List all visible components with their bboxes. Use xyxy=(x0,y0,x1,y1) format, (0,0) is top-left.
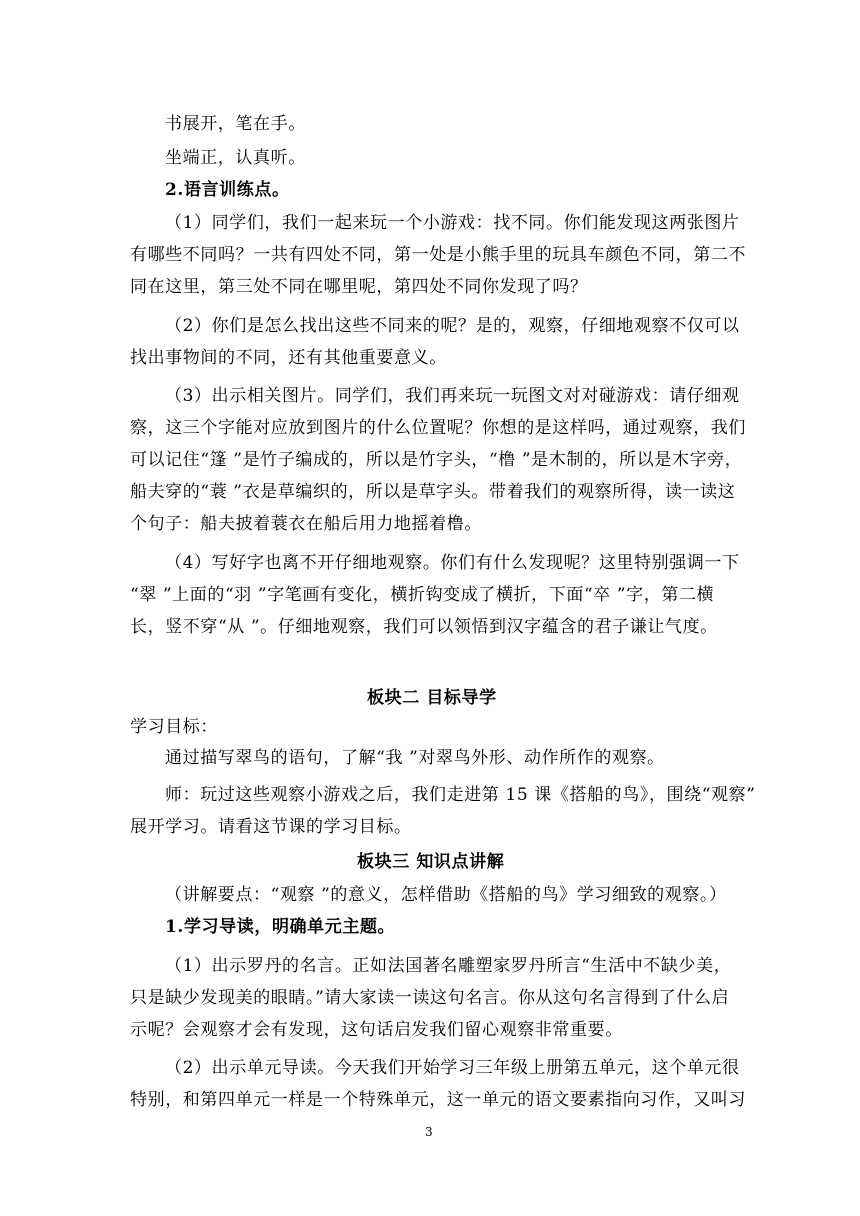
paragraph-line: 船夫穿的“蓑 ”衣是草编织的，所以是草字头。带着我们的观察所得，读一读这 xyxy=(130,482,736,502)
paragraph-line: 察，这三个字能对应放到图片的什么位置呢？你想的是这样吗，通过观察，我们 xyxy=(130,418,746,438)
paragraph-line: 示呢？会观察才会有发现，这句话启发我们留心观察非常重要。 xyxy=(130,1020,623,1040)
paragraph-line: 展开学习。请看这节课的学习目标。 xyxy=(130,817,412,837)
section-heading: 板块三 知识点讲解 xyxy=(357,852,505,872)
paragraph-line: “翠 ”上面的“羽 ”字笔画有变化，横折钩变成了横折，下面“卒 ”字，第二横 xyxy=(130,585,715,605)
paragraph-line: 通过描写翠鸟的语句，了解“我 ”对翠鸟外形、动作所作的观察。 xyxy=(165,748,665,768)
paragraph-line: （1）同学们，我们一起来玩一个小游戏：找不同。你们能发现这两张图片 xyxy=(165,213,740,233)
paragraph-line: （2）你们是怎么找出这些不同来的呢？是的，观察，仔细地观察不仅可以 xyxy=(165,316,740,336)
paragraph-line: 师：玩过这些观察小游戏之后，我们走进第 15 课《搭船的鸟》，围绕“观察” xyxy=(165,785,756,805)
paragraph-line: 同在这里，第三处不同在哪里呢，第四处不同你发现了吗？ xyxy=(130,277,588,297)
section-subheading: 1.学习导读，明确单元主题。 xyxy=(165,917,396,937)
paragraph-line: 只是缺少发现美的眼睛。”请大家读一读这句名言。你从这句名言得到了什么启 xyxy=(130,988,730,1008)
paragraph-line: （1）出示罗丹的名言。正如法国著名雕塑家罗丹所言“生活中不缺少美， xyxy=(165,956,732,976)
paragraph-line: （3）出示相关图片。同学们，我们再来玩一玩图文对对碰游戏：请仔细观 xyxy=(165,386,740,406)
paragraph-line: 学习目标： xyxy=(130,717,218,737)
paragraph-line: 找出事物间的不同，还有其他重要意义。 xyxy=(130,348,447,368)
paragraph-line: 有哪些不同吗？一共有四处不同，第一处是小熊手里的玩具车颜色不同，第二不 xyxy=(130,245,746,265)
paragraph-line: 长，竖不穿“从 ”。仔细地观察，我们可以领悟到汉字蕴含的君子谦让气度。 xyxy=(130,617,718,637)
page-number: 3 xyxy=(425,1125,433,1139)
paragraph-line: 书展开，笔在手。 xyxy=(165,114,306,134)
paragraph-line: 坐端正，认真听。 xyxy=(165,148,306,168)
paragraph-line: 个句子：船夫披着蓑衣在船后用力地摇着橹。 xyxy=(130,514,482,534)
section-subheading: 2.语言训练点。 xyxy=(165,180,290,200)
paragraph-line: 特别，和第四单元一样是一个特殊单元，这一单元的语文要素指向习作，又叫习 xyxy=(130,1090,746,1110)
paragraph-line: （2）出示单元导读。今天我们开始学习三年级上册第五单元，这个单元很 xyxy=(165,1058,740,1078)
paragraph-line: 可以记住“篷 ”是竹子编成的，所以是竹字头，“橹 ”是木制的，所以是木字旁， xyxy=(130,450,743,470)
paragraph-line: （4）写好字也离不开仔细地观察。你们有什么发现呢？这里特别强调一下 xyxy=(165,553,740,573)
paragraph-line: （讲解要点：“观察 ”的意义，怎样借助《搭船的鸟》学习细致的观察。） xyxy=(165,885,727,905)
section-heading: 板块二 目标导学 xyxy=(367,688,497,708)
